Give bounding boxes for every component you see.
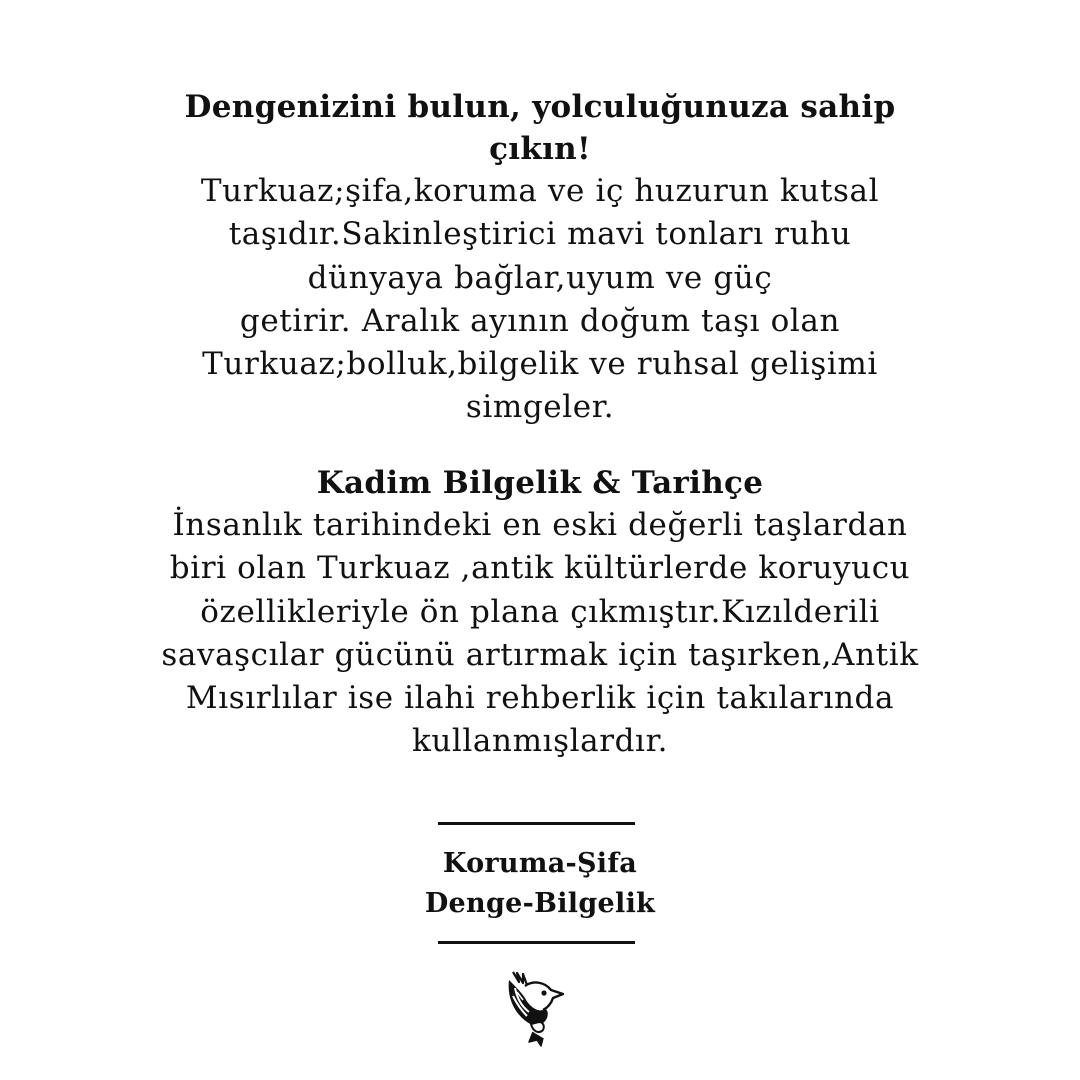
intro-heading-line-2: çıkın! — [489, 131, 591, 167]
intro-body-line-4: getirir. Aralık ayının doğum taşı olan — [239, 302, 841, 339]
tagline-line-1: Koruma-Şifa — [442, 848, 638, 879]
divider-bottom — [438, 941, 635, 944]
intro-body-line-2: taşıdır.Sakinleştirici mavi tonları ruhu — [228, 216, 852, 253]
tagline-line-2: Denge-Bilgelik — [424, 888, 656, 919]
intro-body-line-3: dünyaya bağlar,uyum ve güç — [307, 259, 773, 296]
intro-body-line-6: simgeler. — [465, 389, 615, 426]
intro-heading-line-1: Dengenizini bulun, yolculuğunuza sahip — [184, 89, 896, 125]
divider-top — [438, 822, 635, 825]
history-body-line-6: kullanmışlardır. — [411, 723, 669, 760]
history-body-line-5: Mısırlılar ise ilahi rehberlik için takılarında — [185, 680, 895, 717]
intro-body-line-1: Turkuaz;şifa,koruma ve iç huzurun kutsal — [200, 173, 880, 209]
history-body-line-3: özellikleriyle ön plana çıkmıştır.Kızılderili — [200, 593, 880, 630]
intro-section — [60, 86, 1020, 430]
history-heading: Kadim Bilgelik & Tarihçe — [316, 465, 764, 501]
history-body-line-2: biri olan Turkuaz ,antik kültürlerde koruyucu — [169, 550, 911, 587]
tagline — [340, 844, 740, 924]
history-section — [60, 462, 1020, 764]
history-body-line-4: savaşcılar gücünü artırmak için taşırken,Antik — [161, 636, 919, 673]
history-body-line-1: İnsanlık tarihindeki en eski değerli taşlardan — [172, 507, 908, 543]
bird-logo-icon — [503, 968, 569, 1048]
intro-body-line-5: Turkuaz;bolluk,bilgelik ve ruhsal gelişimi — [202, 346, 878, 383]
